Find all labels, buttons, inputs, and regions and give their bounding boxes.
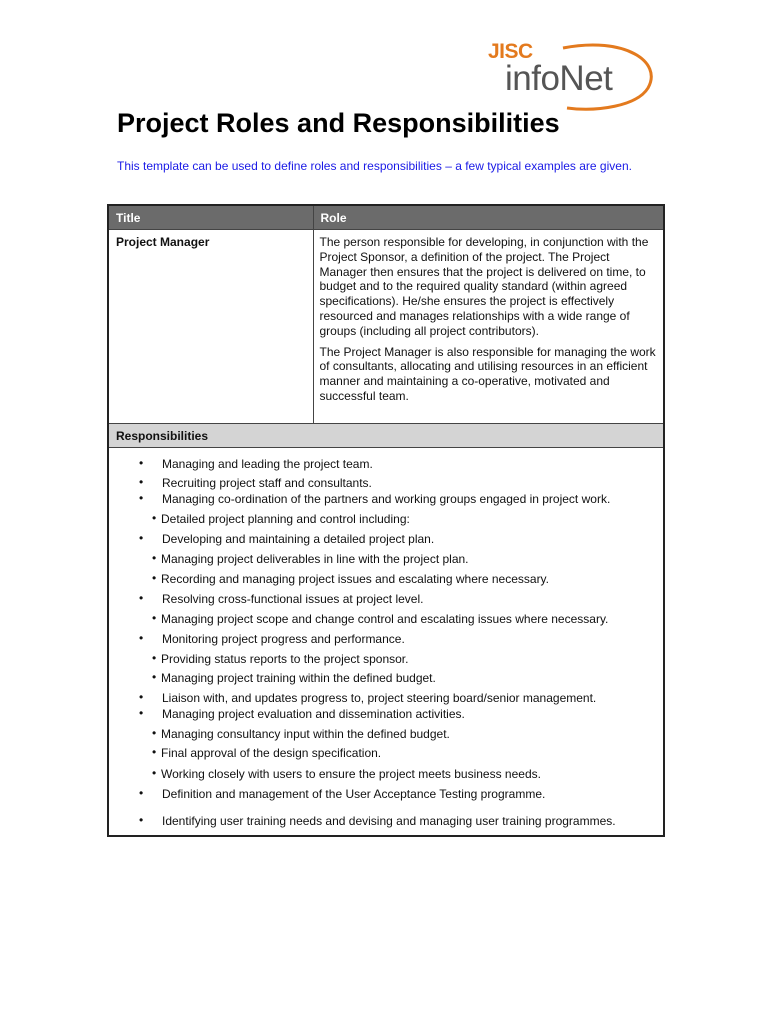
responsibilities-row <box>108 448 664 837</box>
bullet-icon: • <box>139 786 144 800</box>
logo-jisc-text: JISC <box>488 40 533 63</box>
bullet-icon: • <box>139 456 144 470</box>
bullet-icon: • <box>139 491 144 505</box>
bullet-icon: • <box>139 813 144 827</box>
bullet-icon: • <box>152 511 157 525</box>
bullet-icon: • <box>139 690 144 704</box>
bullet-icon: • <box>152 571 157 585</box>
table-row <box>108 230 664 424</box>
bullet-icon: • <box>152 726 157 740</box>
bullet-icon: • <box>152 766 157 780</box>
bullet-icon: • <box>139 531 144 545</box>
bullet-icon: • <box>152 651 157 665</box>
logo-infonet-text: infoNet <box>505 59 613 98</box>
role-title-cell: Project Manager <box>108 230 313 424</box>
roles-table <box>107 204 665 837</box>
responsibilities-header: Responsibilities <box>108 424 664 448</box>
bullet-icon: • <box>152 670 157 684</box>
bullet-icon: • <box>139 706 144 720</box>
jisc-infonet-logo <box>485 40 660 115</box>
role-paragraph-1: The person responsible for developing, in conjunction with the Project Sponsor, a definition of the project. The Project Manager then ensures that the project is delivered on time, to budget and to the required quality standard (within agreed specifications). He/she ensures the project is effectively resourced and manages relationships with a wide range of groups (including all project contributors). <box>319 235 649 338</box>
bullet-icon: • <box>139 631 144 645</box>
role-paragraph-2: The Project Manager is also responsible for managing the work of consultants, allocating and utilising resources in an efficient manner and maintaining a co-operative, motivated and successful team. <box>319 344 656 403</box>
bullet-icon: • <box>152 745 157 759</box>
responsibilities-header-row <box>108 424 664 448</box>
page-title: Project Roles and Responsibilities <box>117 108 560 138</box>
bullet-icon: • <box>139 591 144 605</box>
bullet-icon: • <box>139 475 144 489</box>
col-header-role: Role <box>313 205 664 230</box>
col-header-title: Title <box>108 205 313 230</box>
responsibilities-list: • Managing and leading the project team. • Recruiting project staff and consultants. • Managing co-ordination of the partners and working groups engaged in project work. • Detailed project planning and control including: • Developing and maintaining a detailed project plan. • Managing project deliverables in line with the project plan. • Recording and managing project issues and escalating where necessary. • Resolving cross-functional issues at project level. • Managing project scope and change control and escalating issues where necessary. • Monitoring project progress and performance. • Providing status reports to the project sponsor. • Managing project training within the defined budget. • Liaison with, and updates progress to, project steering board/senior management. • Managing project evaluation and dissemination activities. • Managing consultancy input within the defined budget. • Final approval of the design specification. • Working closely with users to ensure the project meets business needs. • Definition and management of the User Acceptance Testing programme. • Identifying user training needs and devising and managing user training programmes. <box>108 448 664 837</box>
table-header-row <box>108 205 664 230</box>
bullet-icon: • <box>152 611 157 625</box>
bullet-icon: • <box>152 551 157 565</box>
role-description-cell <box>313 230 664 424</box>
intro-text: This template can be used to define roles and responsibilities – a few typical examples are given. <box>117 159 632 173</box>
